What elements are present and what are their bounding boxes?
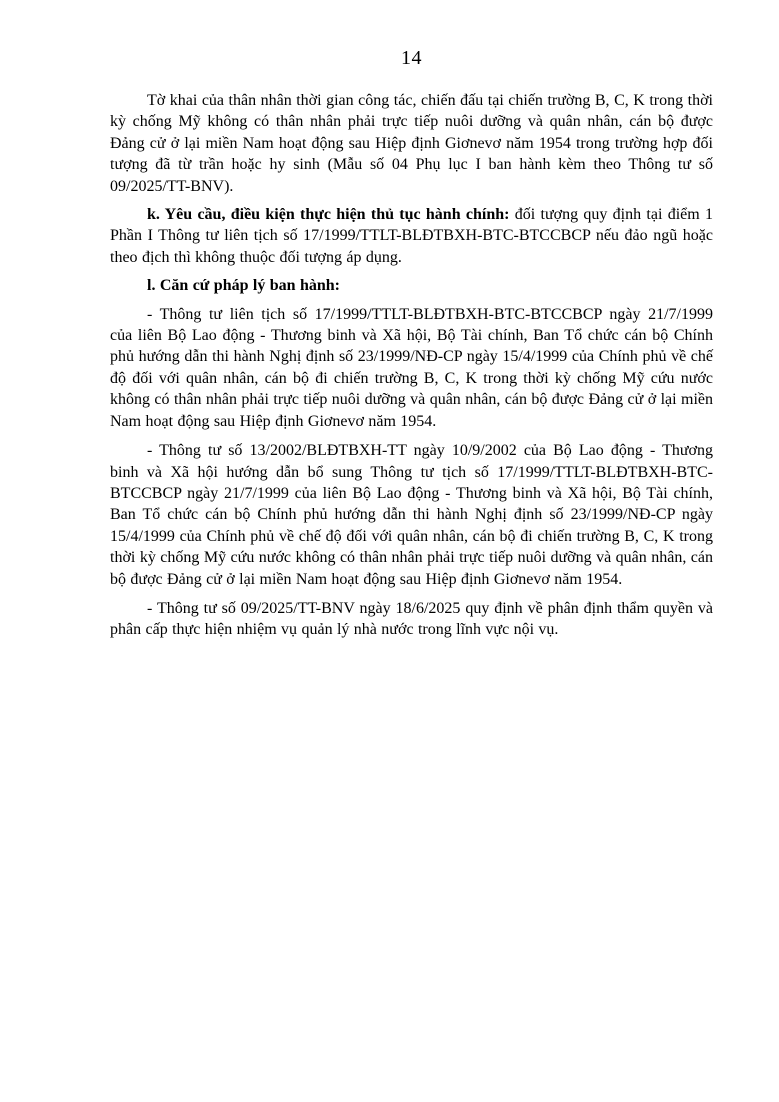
intro-paragraph: Tờ khai của thân nhân thời gian công tác, chiến đấu tại chiến trường B, C, K trong thời kỳ chống Mỹ không có thân nhân phải trực tiếp nuôi dưỡng và quân nhân, cán bộ được Đảng cử ở lại miền Nam hoạt động sau Hiệp định Giơnevơ năm 1954 trong trường hợp đối tượng đã từ trần hoặc hy sinh (Mẫu số 04 Phụ lục I ban hành kèm theo Thông tư số 09/2025/TT-BNV). bbox=[110, 92, 713, 195]
section-k-label: k. Yêu cầu, điều kiện thực hiện thủ tục hành chính: bbox=[147, 206, 510, 224]
legal-basis-item-1: - Thông tư liên tịch số 17/1999/TTLT-BLĐTBXH-BTC-BTCCBCP ngày 21/7/1999 của liên Bộ Lao động - Thương binh và Xã hội, Bộ Tài chính, Ban Tổ chức cán bộ Chính phủ hướng dẫn thi hành Nghị định số 23/1999/NĐ-CP ngày 15/4/1999 của Chính phủ về chế độ đối với quân nhân, cán bộ đi chiến trường B, C, K trong thời kỳ chống Mỹ cứu nước không có thân nhân phải trực tiếp nuôi dưỡng và quân nhân, cán bộ được Đảng cử ở lại miền Nam hoạt động sau Hiệp định Giơnevơ năm 1954. bbox=[110, 305, 713, 430]
page-number: 14 bbox=[401, 47, 422, 69]
section-k-paragraph bbox=[110, 204, 713, 268]
legal-basis-item-3: - Thông tư số 09/2025/TT-BNV ngày 18/6/2025 quy định về phân định thẩm quyền và phân cấp thực hiện nhiệm vụ quản lý nhà nước trong lĩnh vực nội vụ. bbox=[110, 599, 713, 639]
legal-basis-item-2: - Thông tư số 13/2002/BLĐTBXH-TT ngày 10/9/2002 của Bộ Lao động - Thương binh và Xã hội hướng dẫn bổ sung Thông tư tịch số 17/1999/TTLT-BLĐTBXH-BTC-BTCCBCP ngày 21/7/1999 của liên Bộ Lao động - Thương binh và Xã hội, Bộ Tài chính, Ban Tổ chức cán bộ Chính phủ hướng dẫn thi hành Nghị định số 23/1999/NĐ-CP ngày 15/4/1999 của Chính phủ về chế độ đối với quân nhân, cán bộ đi chiến trường B, C, K trong thời kỳ chống Mỹ cứu nước không có thân nhân phải trực tiếp nuôi dưỡng và quân nhân, cán bộ được Đảng cử ở lại miền Nam hoạt động sau Hiệp định Giơnevơ năm 1954. bbox=[110, 442, 713, 588]
section-k-body: đối tượng quy định tại điểm 1 Phần I Thông tư liên tịch số 17/1999/TTLT-BLĐTBXH-BTC-BTCCBCP nếu đảo ngũ hoặc theo địch thì không thuộc đối tượng áp dụng. bbox=[110, 206, 713, 266]
section-l-heading: l. Căn cứ pháp lý ban hành: bbox=[147, 277, 340, 295]
